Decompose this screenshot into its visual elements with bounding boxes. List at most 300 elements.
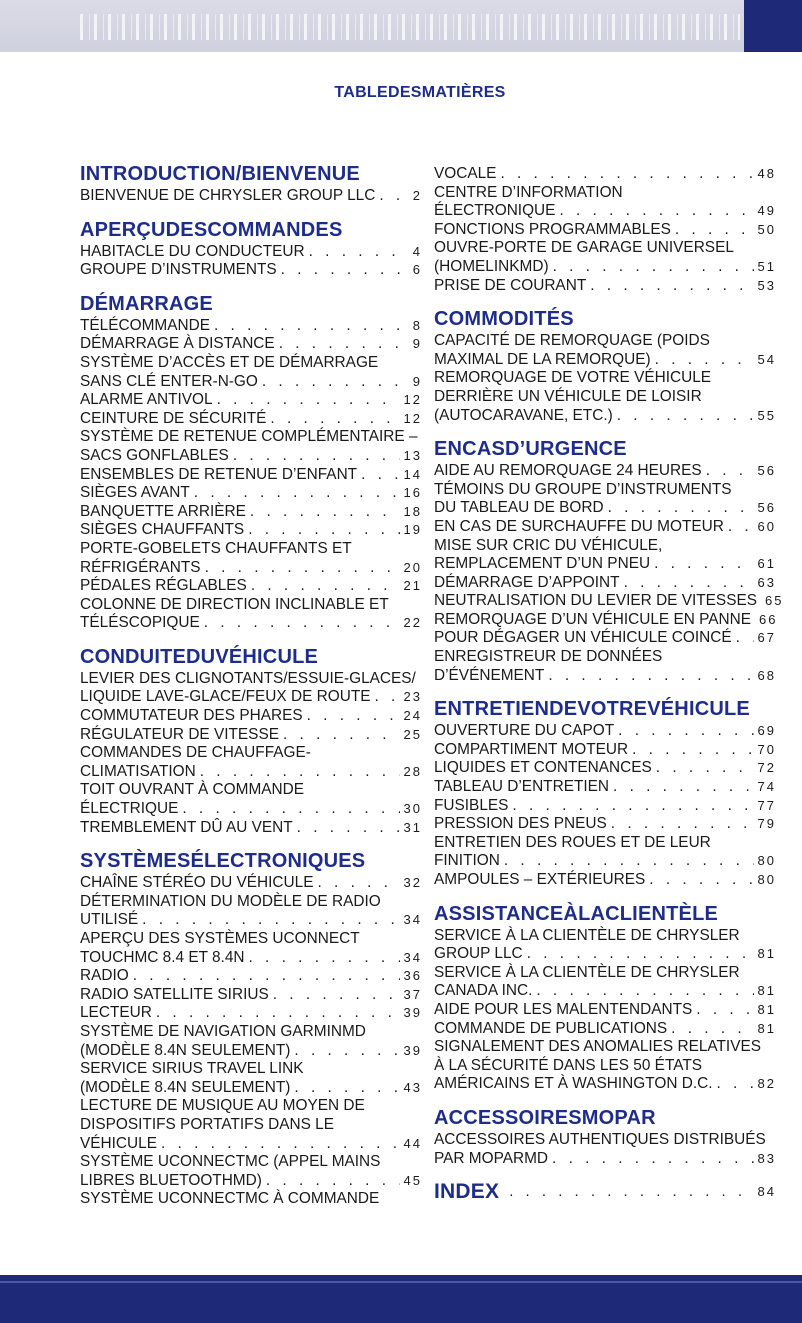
toc-entry[interactable] bbox=[80, 559, 422, 578]
page-number: 8 bbox=[412, 317, 422, 333]
page-number: 23 bbox=[403, 689, 422, 705]
toc-entry[interactable] bbox=[80, 391, 422, 410]
toc-entry[interactable] bbox=[434, 945, 776, 964]
section-title[interactable]: ENCASD’URGENCE bbox=[434, 438, 627, 461]
page-number: 50 bbox=[757, 221, 776, 237]
entry-label: FUSIBLES bbox=[434, 796, 509, 814]
page-number: 54 bbox=[757, 351, 776, 367]
page-number: 34 bbox=[403, 912, 422, 928]
entry-label: RADIO SATELLITE SIRIUS bbox=[80, 985, 269, 1003]
toc-entry[interactable] bbox=[434, 277, 776, 296]
toc-entry[interactable] bbox=[434, 592, 784, 611]
dot-leader bbox=[317, 874, 399, 893]
page-number: 6 bbox=[412, 262, 422, 278]
dot-leader bbox=[361, 466, 399, 485]
page-number: 32 bbox=[403, 875, 422, 891]
toc-entry-line[interactable]: APERÇU DES SYSTÈMES UCONNECT bbox=[80, 930, 360, 947]
toc-entry-line[interactable]: COMMANDES DE CHAUFFAGE- bbox=[80, 744, 311, 762]
section-title[interactable]: SYSTÈMESÉLECTRONIQUES bbox=[80, 850, 366, 873]
entry-label: ALARME ANTIVOL bbox=[80, 391, 213, 409]
toc-entry-line[interactable]: LECTURE DE MUSIQUE AU MOYEN DE bbox=[80, 1097, 365, 1115]
page-number: 24 bbox=[403, 708, 422, 724]
toc-entry[interactable] bbox=[80, 577, 422, 596]
page-number: 81 bbox=[757, 1001, 776, 1017]
dot-leader bbox=[696, 1001, 753, 1020]
page-number: 56 bbox=[757, 463, 776, 479]
toc-entry[interactable] bbox=[80, 1004, 422, 1023]
entry-label: ÉLECTRIQUE bbox=[80, 800, 179, 818]
page-number: 61 bbox=[757, 556, 776, 572]
toc-entry[interactable] bbox=[80, 373, 422, 392]
entry-label: CEINTURE DE SÉCURITÉ bbox=[80, 409, 267, 427]
entry-label: TÉLÉSCOPIQUE bbox=[80, 614, 200, 632]
page-number: 28 bbox=[403, 763, 422, 779]
toc-entry[interactable] bbox=[434, 611, 776, 630]
section-title[interactable]: DÉMARRAGE bbox=[80, 292, 213, 315]
toc-entry[interactable] bbox=[80, 521, 422, 540]
entry-label: FINITION bbox=[434, 852, 500, 870]
page-number: 19 bbox=[403, 522, 422, 538]
entry-label: VÉHICULE bbox=[80, 1134, 157, 1152]
toc-entry[interactable] bbox=[434, 852, 776, 871]
toc-entry-line[interactable]: À LA SÉCURITÉ DANS LES 50 ÉTATS bbox=[434, 1056, 702, 1074]
toc-entry[interactable] bbox=[80, 819, 422, 838]
page-number: 34 bbox=[403, 949, 422, 965]
page-number: 45 bbox=[403, 1172, 422, 1188]
toc-entry[interactable] bbox=[434, 871, 776, 890]
toc-section bbox=[434, 165, 776, 295]
entry-label: LIQUIDES ET CONTENANCES bbox=[434, 759, 652, 777]
entry-label: PRISE DE COURANT bbox=[434, 276, 587, 294]
dot-leader bbox=[527, 945, 754, 964]
dot-leader bbox=[204, 614, 400, 633]
toc-entry[interactable] bbox=[434, 555, 776, 574]
page-number: 39 bbox=[403, 1005, 422, 1021]
toc-entry-line[interactable]: ACCESSOIRES AUTHENTIQUES DISTRIBUÉS bbox=[434, 1130, 766, 1148]
toc-entry-line[interactable]: LEVIER DES CLIGNOTANTS/ESSUIE-GLACES/ bbox=[80, 669, 416, 687]
toc-entry[interactable] bbox=[434, 518, 776, 537]
page-number: 80 bbox=[757, 853, 776, 869]
entry-label: PÉDALES RÉGLABLES bbox=[80, 577, 247, 595]
header-decorative-bar bbox=[0, 0, 802, 52]
entry-label: COMMUTATEUR DES PHARES bbox=[80, 707, 303, 725]
toc-entry-line[interactable]: SERVICE À LA CLIENTÈLE DE CHRYSLER bbox=[434, 963, 740, 981]
dot-leader bbox=[675, 221, 754, 240]
page-number: 48 bbox=[757, 166, 776, 181]
dot-leader bbox=[379, 187, 408, 206]
dot-leader bbox=[608, 499, 754, 518]
page-number: 25 bbox=[403, 726, 422, 742]
toc-entry[interactable] bbox=[80, 187, 422, 206]
dot-leader bbox=[559, 202, 753, 221]
toc-entry[interactable] bbox=[434, 574, 776, 593]
dot-leader bbox=[671, 1020, 753, 1039]
dot-leader bbox=[728, 518, 754, 537]
toc-section bbox=[434, 437, 784, 685]
entry-label: RÉGULATEUR DE VITESSE bbox=[80, 725, 279, 743]
entry-label: ENSEMBLES DE RETENUE D’ENFANT bbox=[80, 465, 358, 483]
dot-leader bbox=[624, 574, 754, 593]
page-number: 44 bbox=[403, 1135, 422, 1151]
entry-label: PRESSION DES PNEUS bbox=[434, 815, 607, 833]
page-number: 81 bbox=[757, 1020, 776, 1036]
toc-entry[interactable] bbox=[434, 722, 776, 741]
toc-left-column bbox=[80, 162, 422, 1221]
toc-entry-line[interactable]: CAPACITÉ DE REMORQUAGE (POIDS bbox=[434, 332, 710, 350]
toc-entry[interactable] bbox=[434, 1075, 776, 1094]
toc-entry[interactable] bbox=[434, 462, 776, 481]
page-number: 82 bbox=[757, 1076, 776, 1092]
toc-entry[interactable] bbox=[434, 351, 776, 370]
toc-entry[interactable] bbox=[80, 688, 422, 707]
page-number: 31 bbox=[403, 819, 422, 835]
toc-entry[interactable] bbox=[80, 503, 422, 522]
toc-entry-line[interactable]: SIGNALEMENT DES ANOMALIES RELATIVES bbox=[434, 1038, 762, 1056]
page-number: 56 bbox=[757, 500, 776, 516]
toc-entry[interactable] bbox=[434, 797, 776, 816]
dot-leader bbox=[655, 351, 754, 370]
toc-entry[interactable] bbox=[80, 317, 422, 336]
toc-entry[interactable] bbox=[80, 243, 422, 262]
toc-entry-line[interactable]: REMORQUAGE DE VOTRE VÉHICULE bbox=[434, 369, 712, 387]
dot-leader bbox=[548, 667, 753, 686]
entry-label: ÉLECTRONIQUE bbox=[434, 202, 556, 220]
toc-entry[interactable] bbox=[434, 741, 776, 760]
header-stripes bbox=[80, 14, 740, 40]
entry-label: RÉFRIGÉRANTS bbox=[80, 558, 201, 576]
entry-label: UTILISÉ bbox=[80, 911, 139, 929]
entry-label: TOUCHMC 8.4 ET 8.4N bbox=[80, 948, 245, 966]
entry-label: FONCTIONS PROGRAMMABLES bbox=[434, 220, 671, 238]
page-number: 21 bbox=[403, 578, 422, 594]
toc-entry[interactable] bbox=[434, 629, 776, 648]
entry-label: GROUP LLC bbox=[434, 945, 523, 963]
entry-label: EN CAS DE SURCHAUFFE DU MOTEUR bbox=[434, 517, 724, 535]
entry-label: VOCALE bbox=[434, 165, 497, 182]
page-number: 43 bbox=[403, 1079, 422, 1095]
toc-section bbox=[434, 697, 776, 889]
page-number: 68 bbox=[757, 667, 776, 683]
dot-leader bbox=[281, 261, 409, 280]
toc-entry[interactable] bbox=[80, 1172, 422, 1191]
page-number: 74 bbox=[757, 779, 776, 795]
page-number: 63 bbox=[757, 574, 776, 590]
page-number: 51 bbox=[757, 258, 776, 274]
page-number: 12 bbox=[403, 392, 422, 408]
entry-label: AIDE POUR LES MALENTENDANTS bbox=[434, 1000, 693, 1018]
toc-entry-line[interactable]: SYSTÈME D’ACCÈS ET DE DÉMARRAGE bbox=[80, 353, 379, 371]
page-number: 4 bbox=[412, 243, 422, 259]
dot-leader bbox=[266, 1172, 400, 1191]
entry-label: CANADA INC. bbox=[434, 982, 533, 1000]
dot-leader bbox=[156, 1004, 400, 1023]
page-number: 37 bbox=[403, 986, 422, 1002]
page-number: 55 bbox=[757, 407, 776, 423]
entry-label: MAXIMAL DE LA REMORQUE) bbox=[434, 350, 651, 368]
dot-leader bbox=[632, 741, 753, 760]
page-number: 72 bbox=[757, 760, 776, 776]
dot-leader bbox=[297, 819, 400, 838]
entry-label: TABLEAU D’ENTRETIEN bbox=[434, 778, 610, 796]
page-number: 9 bbox=[412, 336, 422, 352]
page-number: 83 bbox=[757, 1150, 776, 1166]
toc-entry[interactable] bbox=[434, 202, 776, 221]
entry-label: GROUPE D’INSTRUMENTS bbox=[80, 261, 277, 279]
dot-leader bbox=[307, 707, 400, 726]
entry-label: SACS GONFLABLES bbox=[80, 446, 229, 464]
dot-leader bbox=[656, 759, 754, 778]
entry-label: REMORQUAGE D’UN VÉHICULE EN PANNE bbox=[434, 610, 751, 628]
page-number: 2 bbox=[412, 188, 422, 203]
toc-entry[interactable] bbox=[80, 967, 422, 986]
dot-leader bbox=[249, 949, 400, 968]
entry-label: REMPLACEMENT D’UN PNEU bbox=[434, 555, 651, 573]
toc-entry[interactable] bbox=[80, 874, 422, 893]
dot-leader bbox=[294, 1079, 399, 1098]
page-number: 65 bbox=[765, 593, 784, 609]
page-number: 9 bbox=[412, 373, 422, 389]
entry-label: DÉMARRAGE À DISTANCE bbox=[80, 335, 275, 353]
section-title[interactable]: APERÇUDESCOMMANDES bbox=[80, 218, 343, 241]
toc-entry[interactable] bbox=[80, 986, 422, 1005]
entry-label: D’ÉVÉNEMENT bbox=[434, 666, 545, 684]
dot-leader bbox=[736, 629, 754, 648]
dot-leader bbox=[205, 559, 400, 578]
toc-entry[interactable] bbox=[80, 466, 422, 485]
toc-entry[interactable] bbox=[80, 614, 422, 633]
section-title[interactable]: INTRODUCTION/BIENVENUE bbox=[80, 163, 360, 185]
toc-entry[interactable] bbox=[434, 1001, 776, 1020]
dot-leader bbox=[214, 317, 409, 336]
entry-label: LIQUIDE LAVE-GLACE/FEUX DE ROUTE bbox=[80, 688, 371, 706]
toc-entry[interactable] bbox=[434, 982, 776, 1001]
entry-label: AMPOULES – EXTÉRIEURES bbox=[434, 871, 646, 888]
dot-leader bbox=[706, 462, 754, 481]
header-edge-block bbox=[744, 0, 802, 52]
toc-entry[interactable] bbox=[80, 911, 422, 930]
entry-label: (AUTOCARAVANE, ETC.) bbox=[434, 406, 613, 424]
entry-label: (MODÈLE 8.4N SEULEMENT) bbox=[80, 1078, 291, 1096]
toc-entry[interactable] bbox=[80, 261, 422, 280]
entry-label: NEUTRALISATION DU LEVIER DE VITESSES bbox=[434, 592, 757, 610]
dot-leader bbox=[182, 800, 399, 819]
dot-leader bbox=[536, 982, 753, 1001]
dot-leader bbox=[590, 277, 753, 296]
toc-entry[interactable] bbox=[80, 949, 422, 968]
dot-leader bbox=[500, 165, 753, 184]
dot-leader bbox=[294, 1042, 399, 1061]
index-entry[interactable] bbox=[434, 1180, 776, 1205]
dot-leader bbox=[161, 1135, 400, 1154]
section-title[interactable]: CONDUITEDUVÉHICULE bbox=[80, 645, 319, 668]
dot-leader bbox=[270, 410, 399, 429]
dot-leader bbox=[233, 447, 400, 466]
toc-section bbox=[80, 162, 422, 206]
entry-label: OUVERTURE DU CAPOT bbox=[434, 722, 615, 740]
entry-label: POUR DÉGAGER UN VÉHICULE COINCÉ bbox=[434, 629, 732, 647]
toc-entry[interactable] bbox=[434, 815, 776, 834]
section-title[interactable]: ACCESSOIRESMOPAR bbox=[434, 1106, 656, 1129]
entry-label: TÉLÉCOMMANDE bbox=[80, 316, 210, 334]
toc-entry-line[interactable]: COLONNE DE DIRECTION INCLINABLE ET bbox=[80, 595, 389, 613]
toc-entry-line[interactable]: SYSTÈME UCONNECTMC (APPEL MAINS bbox=[80, 1153, 381, 1171]
toc-section bbox=[434, 902, 776, 1094]
toc-right-column bbox=[434, 165, 784, 1205]
footer-line bbox=[0, 1281, 802, 1283]
toc-entry[interactable] bbox=[434, 258, 776, 277]
entry-label: DÉMARRAGE D’APPOINT bbox=[434, 573, 620, 591]
dot-leader bbox=[649, 871, 753, 890]
section-title[interactable]: ASSISTANCEÀLACLIENTÈLE bbox=[434, 902, 719, 925]
toc-entry[interactable] bbox=[434, 1020, 776, 1039]
toc-entry[interactable] bbox=[80, 484, 422, 503]
page-number: 12 bbox=[403, 410, 422, 426]
page-number: 16 bbox=[403, 485, 422, 501]
index-title: INDEX bbox=[434, 1180, 500, 1204]
toc-entry[interactable] bbox=[80, 707, 422, 726]
toc-entry[interactable] bbox=[434, 221, 776, 240]
toc-entry[interactable] bbox=[434, 165, 776, 184]
page-number: 81 bbox=[757, 946, 776, 962]
section-title[interactable]: COMMODITÉS bbox=[434, 308, 574, 331]
entry-label: PAR MOPARMD bbox=[434, 1149, 549, 1167]
dot-leader bbox=[200, 763, 400, 782]
toc-entry-line[interactable]: DISPOSITIFS PORTATIFS DANS LE bbox=[80, 1115, 334, 1133]
toc-entry-line[interactable]: ENTRETIEN DES ROUES ET DE LEUR bbox=[434, 833, 711, 851]
toc-section bbox=[434, 307, 776, 425]
entry-label: AMÉRICAINS ET À WASHINGTON D.C. bbox=[434, 1075, 713, 1093]
entry-label: CLIMATISATION bbox=[80, 762, 196, 780]
dot-leader bbox=[262, 373, 409, 392]
toc-entry[interactable] bbox=[80, 447, 422, 466]
page-number: 13 bbox=[403, 447, 422, 463]
dot-leader bbox=[375, 688, 400, 707]
page-number: 67 bbox=[757, 630, 776, 646]
toc-entry-line[interactable]: SERVICE SIRIUS TRAVEL LINK bbox=[80, 1060, 304, 1078]
toc-entry[interactable] bbox=[80, 1079, 422, 1098]
entry-label: (HOMELINKMD) bbox=[434, 257, 549, 275]
toc-section bbox=[80, 292, 422, 633]
page-number: 60 bbox=[757, 518, 776, 534]
toc-entry-line[interactable]: TOIT OUVRANT À COMMANDE bbox=[80, 781, 305, 799]
page-number: 30 bbox=[403, 801, 422, 817]
dot-leader bbox=[248, 521, 399, 540]
page-number: 18 bbox=[403, 503, 422, 519]
toc-entry[interactable] bbox=[80, 410, 422, 429]
page-number: 70 bbox=[757, 741, 776, 757]
dot-leader bbox=[618, 722, 753, 741]
entry-label: SIÈGES AVANT bbox=[80, 484, 190, 502]
toc-section bbox=[434, 1106, 776, 1168]
toc-entry[interactable] bbox=[80, 1042, 422, 1061]
toc-entry[interactable] bbox=[80, 763, 422, 782]
toc-entry-line[interactable]: SYSTÈME UCONNECTMC À COMMANDE bbox=[80, 1190, 380, 1208]
dot-leader bbox=[194, 484, 400, 503]
entry-label: DU TABLEAU DE BORD bbox=[434, 499, 604, 517]
dot-leader bbox=[613, 778, 754, 797]
toc-section bbox=[80, 645, 422, 837]
page-number: 77 bbox=[757, 797, 776, 813]
dot-leader bbox=[273, 986, 400, 1005]
toc-entry[interactable] bbox=[80, 726, 422, 745]
entry-label: COMPARTIMENT MOTEUR bbox=[434, 740, 629, 758]
page-number: 66 bbox=[758, 611, 778, 627]
dot-leader bbox=[133, 967, 400, 986]
footer-decorative-bar bbox=[0, 1275, 802, 1323]
toc-entry-line[interactable]: SYSTÈME DE RETENUE COMPLÉMENTAIRE – bbox=[80, 428, 418, 446]
toc-section bbox=[80, 849, 422, 1209]
page-number: 39 bbox=[403, 1042, 422, 1058]
page-number: 69 bbox=[757, 723, 776, 739]
toc-entry-line[interactable]: TÉMOINS DU GROUPE D’INSTRUMENTS bbox=[434, 480, 732, 498]
toc-entry-line[interactable]: DERRIÈRE UN VÉHICULE DE LOISIR bbox=[434, 387, 702, 405]
page-number: 84 bbox=[757, 1184, 776, 1200]
entry-label: BIENVENUE DE CHRYSLER GROUP LLC bbox=[80, 187, 376, 204]
entry-label: SIÈGES CHAUFFANTS bbox=[80, 521, 245, 539]
dot-leader bbox=[611, 815, 754, 834]
toc-entry[interactable] bbox=[80, 335, 422, 354]
page-number: 79 bbox=[757, 816, 776, 832]
dot-leader bbox=[617, 407, 754, 426]
entry-label: RADIO bbox=[80, 967, 129, 985]
toc-entry[interactable] bbox=[80, 1135, 422, 1154]
dot-leader bbox=[309, 243, 409, 262]
toc-entry-line[interactable]: SYSTÈME DE NAVIGATION GARMINMD bbox=[80, 1022, 366, 1040]
page-number: 80 bbox=[757, 872, 776, 887]
entry-label: TREMBLEMENT DÛ AU VENT bbox=[80, 818, 293, 836]
dot-leader bbox=[553, 258, 754, 277]
dot-leader bbox=[512, 797, 753, 816]
dot-leader bbox=[504, 852, 754, 871]
entry-label: SANS CLÉ ENTER-N-GO bbox=[80, 372, 258, 390]
toc-entry-line[interactable]: MISE SUR CRIC DU VÉHICULE, bbox=[434, 536, 663, 554]
dot-leader bbox=[142, 911, 399, 930]
toc-entry[interactable] bbox=[434, 499, 776, 518]
entry-label: BANQUETTE ARRIÈRE bbox=[80, 502, 246, 520]
dot-leader bbox=[250, 503, 400, 522]
dot-leader bbox=[552, 1150, 754, 1169]
toc-entry[interactable] bbox=[434, 1150, 776, 1169]
page-number: 49 bbox=[757, 203, 776, 219]
page-title: TABLEDESMATIÈRES bbox=[334, 84, 506, 101]
toc-entry[interactable] bbox=[434, 667, 776, 686]
dot-leader bbox=[283, 726, 400, 745]
section-title[interactable]: ENTRETIENDEVOTREVÉHICULE bbox=[434, 698, 750, 721]
toc-entry-line[interactable]: CENTRE D’INFORMATION bbox=[434, 183, 623, 201]
dot-leader bbox=[654, 555, 753, 574]
entry-label: AIDE AU REMORQUAGE 24 HEURES bbox=[434, 462, 702, 480]
dot-leader bbox=[717, 1075, 754, 1094]
dot-leader bbox=[217, 391, 400, 410]
toc-entry-line[interactable]: ENREGISTREUR DE DONNÉES bbox=[434, 648, 663, 666]
toc-entry-line[interactable]: SERVICE À LA CLIENTÈLE DE CHRYSLER bbox=[434, 926, 740, 944]
dot-leader bbox=[279, 335, 409, 354]
toc-entry[interactable] bbox=[434, 778, 776, 797]
page-number: 20 bbox=[403, 559, 422, 575]
toc-entry-line[interactable]: PORTE-GOBELETS CHAUFFANTS ET bbox=[80, 539, 352, 557]
page-number: 53 bbox=[757, 277, 776, 293]
toc-entry-line[interactable]: OUVRE-PORTE DE GARAGE UNIVERSEL bbox=[434, 239, 734, 257]
dot-leader bbox=[251, 577, 400, 596]
dot-leader bbox=[509, 1183, 753, 1202]
entry-label: COMMANDE DE PUBLICATIONS bbox=[434, 1019, 668, 1037]
entry-label: CHAÎNE STÉRÉO DU VÉHICULE bbox=[80, 874, 314, 892]
toc-entry-line[interactable]: DÉTERMINATION DU MODÈLE DE RADIO bbox=[80, 892, 381, 910]
toc-entry[interactable] bbox=[434, 759, 776, 778]
toc-entry[interactable] bbox=[434, 407, 776, 426]
toc-entry[interactable] bbox=[80, 800, 422, 819]
page-number: 14 bbox=[403, 466, 422, 482]
